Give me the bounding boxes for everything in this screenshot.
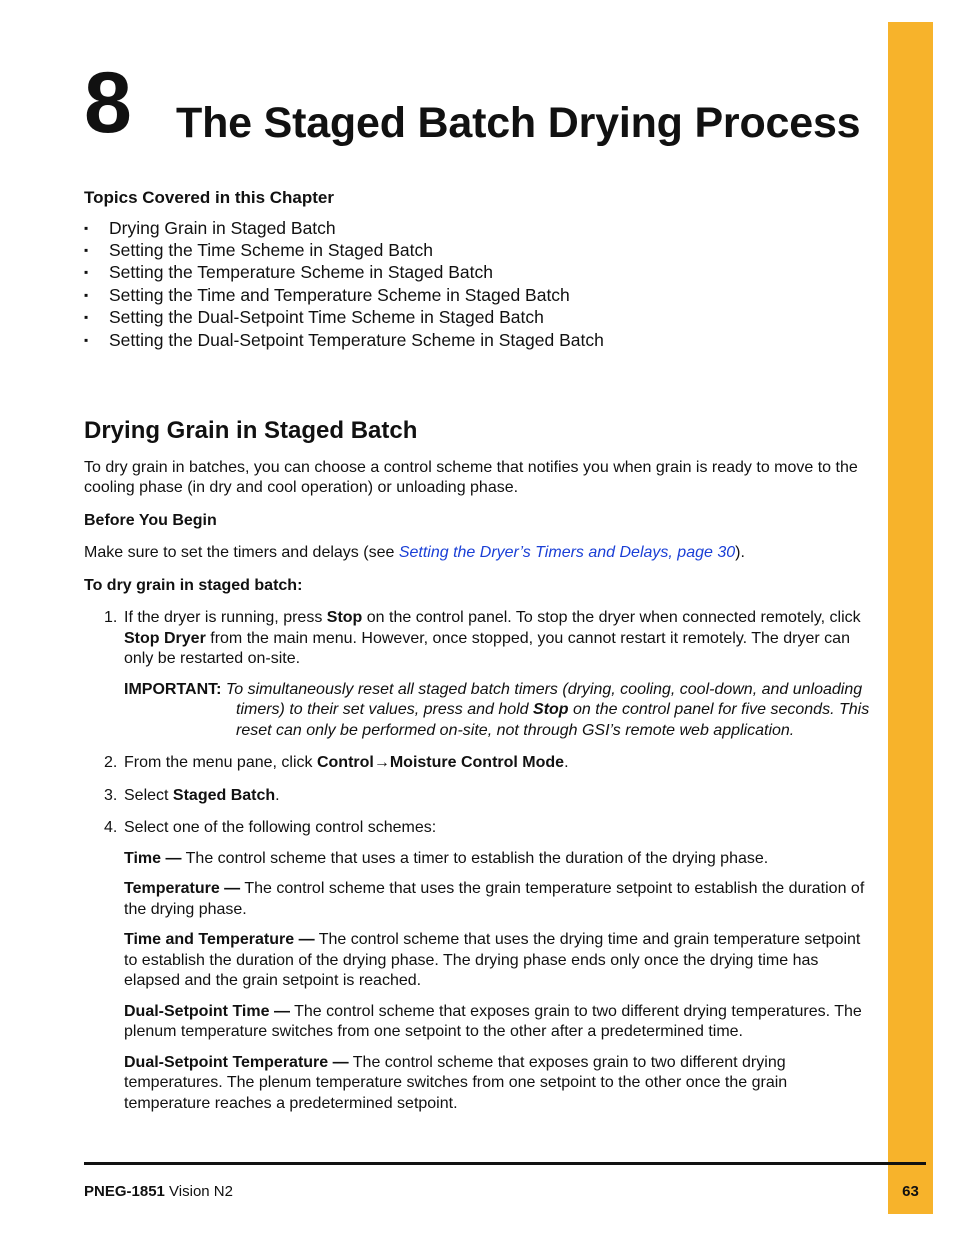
topic-item [84,306,874,328]
step-item: 2. From the menu pane, click Control→Moisture Control Mode. [84,753,874,774]
topic-item-label: Setting the Temperature Scheme in Staged Batch [109,262,493,283]
step-number: 4. [104,819,118,837]
section-intro: To dry grain in batches, you can choose a control scheme that notifies you when grain is ready to move to the cooling phase (in dry and cool operation) or unloading phase. [84,458,858,497]
page-content [84,188,874,1126]
topic-item-label: Setting the Dual-Setpoint Time Scheme in Staged Batch [109,307,544,328]
topic-item-label: Setting the Time Scheme in Staged Batch [109,239,433,260]
topic-item [84,284,874,306]
important-label: IMPORTANT: [124,680,222,698]
footer-doc-info [84,1183,233,1200]
bullet-icon: ▪ [84,220,89,235]
chapter-number: 8 [84,55,132,151]
step-item: 1. If the dryer is running, press Stop on the control panel. To stop the dryer when connected remotely, click Stop Dryer from the main menu. However, once stopped, you cannot restart it remotely. The dryer can only be restarted on-site. IMPORTANT: To simultaneously reset all staged batch timers (drying, cooling, cool-down, and unloading timers) to their set values, press and hold Stop on the control panel for five seconds. This reset can only be performed on-site, not through GSI’s remote web application. [84,608,874,741]
topic-item-label: Drying Grain in Staged Batch [109,217,336,238]
topic-item [84,261,874,283]
scheme-label: Time — [124,849,182,867]
scheme-item: Temperature — The control scheme that uses the grain temperature setpoint to establish the duration of the drying phase. [124,880,865,918]
scheme-item: Dual-Setpoint Time — The control scheme that exposes grain to two different drying temperatures. The plenum temperature switches from one setpoint to the other after a predetermined time. [124,1002,862,1041]
chapter-title: The Staged Batch Drying Process [176,99,861,147]
scheme-item: Time — The control scheme that uses a timer to establish the duration of the drying phase. [124,849,769,867]
topic-item-label: Setting the Dual-Setpoint Temperature Scheme in Staged Batch [109,329,604,350]
bullet-icon: ▪ [84,287,89,302]
step-item: 3. Select Staged Batch. [84,786,874,807]
doc-id: PNEG-1851 [84,1183,165,1200]
step-item: 4. Select one of the following control schemes: Time — The control scheme that uses a timer to establish the duration of the drying phase. Temperature — The control scheme that uses the grain temperature setpoint to establish the duration of the drying phase. Time and Temperature — The control scheme that uses the drying time and grain temperature setpoint to establish the duration of the drying phase. The drying phase ends only once the drying time has elapsed and the grain setpoint is reached. Dual-Setpoint Time — The control scheme that exposes grain to two different drying temperatures. The plenum temperature switches from one setpoint to the other after a predetermined time. Dual-Setpoint Temperature — The control scheme that exposes grain to two different drying temperatures. The plenum temperature switches from one setpoint to the other once the grain temperature reaches a predetermined setpoint. [84,818,874,1114]
bullet-icon: ▪ [84,265,89,280]
before-you-begin-heading: Before You Begin [84,511,217,529]
step-number: 1. [104,609,118,627]
footer-divider [84,1162,926,1165]
important-note: IMPORTANT: To simultaneously reset all staged batch timers (drying, cooling, cool-down, and unloading timers) to their set values, press and hold Stop on the control panel for five seconds. This reset can only be performed on-site, not through GSI’s remote web application. [124,680,870,739]
topic-item [84,329,874,351]
bullet-icon: ▪ [84,242,89,257]
scheme-label: Dual-Setpoint Temperature — [124,1053,349,1071]
topics-heading: Topics Covered in this Chapter [84,188,335,207]
topic-item [84,217,874,239]
doc-name: Vision N2 [164,1183,233,1200]
staged-batch-label: Staged Batch [172,786,276,804]
scheme-label: Temperature — [124,880,241,898]
before-you-begin-text: Make sure to set the timers and delays (see Setting the Dryer’s Timers and Delays, page 30). [84,544,745,562]
bullet-icon: ▪ [84,332,89,347]
timers-delays-link[interactable]: Setting the Dryer’s Timers and Delays, page 30 [398,544,736,562]
section-heading: Drying Grain in Staged Batch [84,416,418,444]
step-number: 2. [104,754,118,772]
step-number: 3. [104,786,118,804]
scheme-item: Time and Temperature — The control scheme that uses the drying time and grain temperature setpoint to establish the duration of the drying phase. The drying phase ends only once the drying time has elapsed and the grain setpoint is reached. [124,931,861,990]
stop-dryer-label: Stop Dryer [124,629,206,647]
scheme-label: Dual-Setpoint Time — [124,1002,290,1020]
topics-list [84,217,874,351]
procedure-heading: To dry grain in staged batch: [84,576,303,594]
menu-path-label: Control→Moisture Control Mode [316,754,565,772]
chapter-side-bar [888,22,933,1214]
scheme-item: Dual-Setpoint Temperature — The control scheme that exposes grain to two different drying temperatures. The plenum temperature switches from one setpoint to the other once the grain temperature reaches a predetermined setpoint. [124,1053,788,1112]
scheme-label: Time and Temperature — [124,931,315,949]
stop-label: Stop [326,609,363,627]
topic-item [84,239,874,261]
procedure-steps [84,608,874,1114]
bullet-icon: ▪ [84,310,89,325]
topic-item-label: Setting the Time and Temperature Scheme in Staged Batch [109,284,570,305]
page-number: 63 [902,1183,919,1200]
